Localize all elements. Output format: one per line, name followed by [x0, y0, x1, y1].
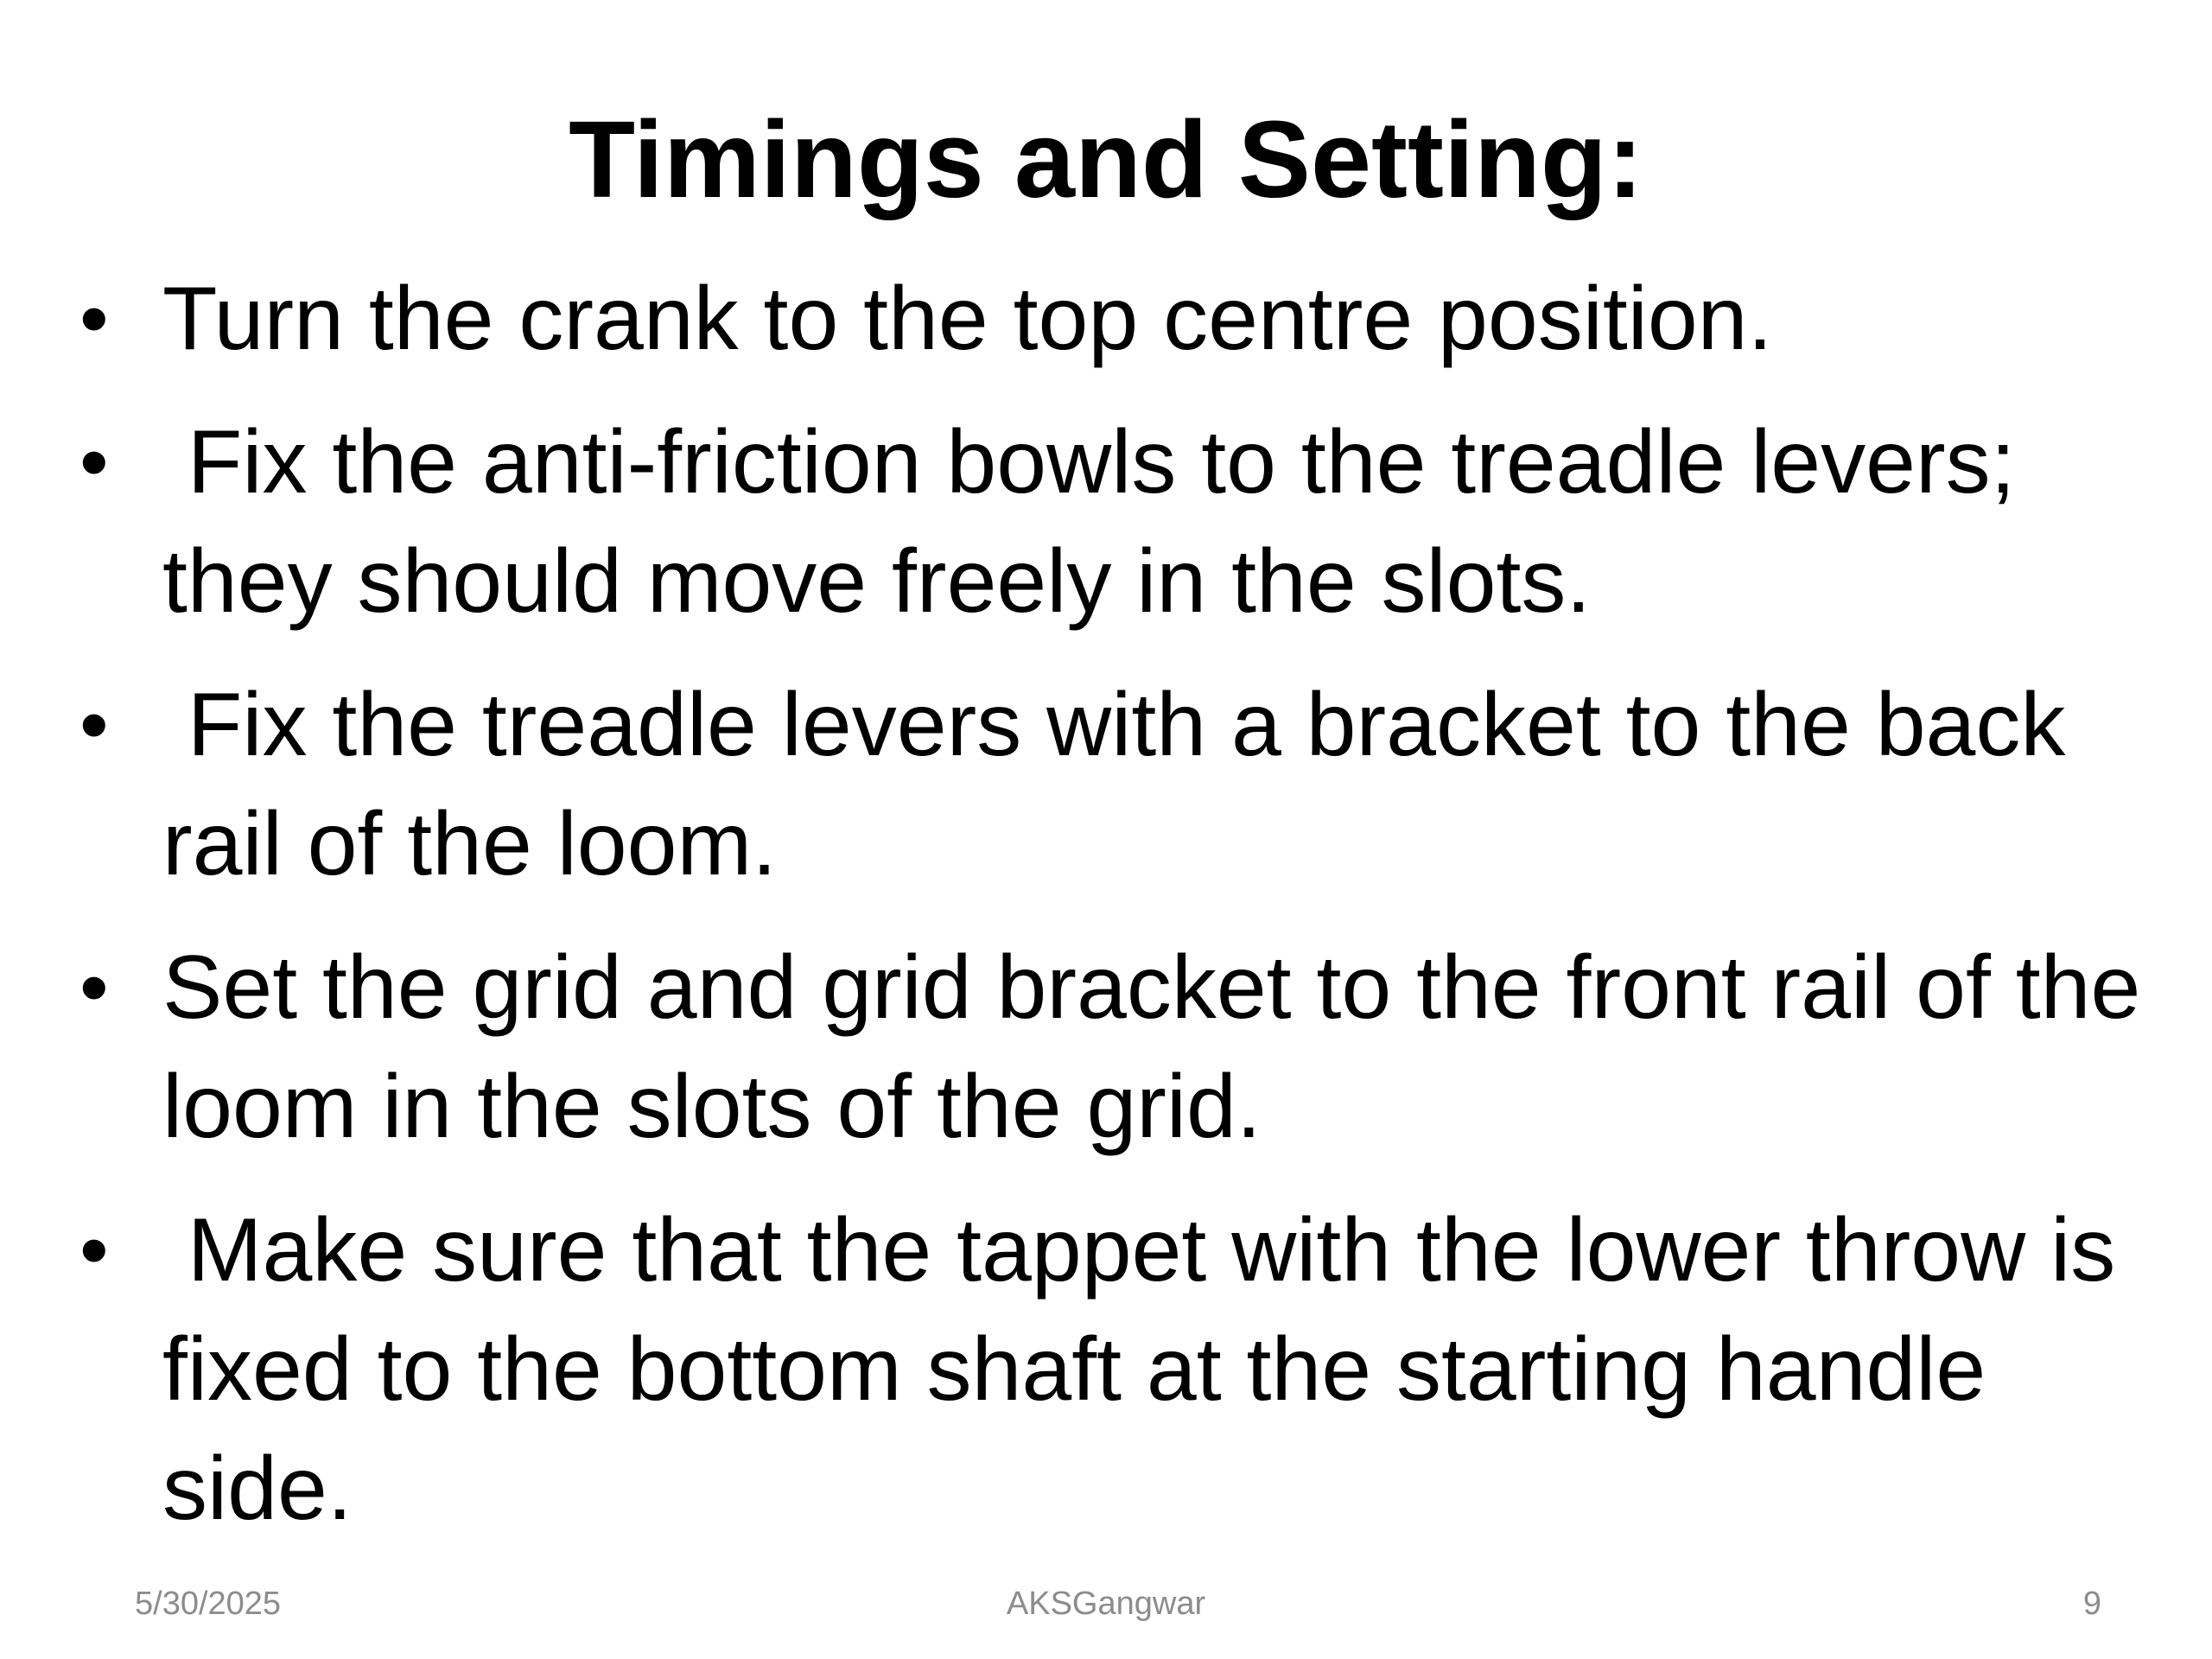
- bullet-text: Fix the treadle levers with a bracket to the back rail of the loom.: [162, 675, 2091, 894]
- bullet-dot-icon: •: [79, 416, 109, 508]
- bullet-text: Fix the anti-friction bowls to the treadle levers; they should move freely in the slots.: [162, 412, 2041, 632]
- bullet-item: [0, 1191, 2212, 1548]
- bullet-dot-icon: •: [79, 941, 109, 1033]
- bullet-text: Turn the crank to the top centre position.: [162, 269, 1773, 369]
- bullet-item: [0, 665, 2212, 904]
- footer-date: 5/30/2025: [135, 1586, 282, 1622]
- bullet-item: [0, 403, 2212, 641]
- bullet-text: Set the grid and grid bracket to the front rail of the loom in the slots of the grid.: [162, 938, 2141, 1157]
- footer-page-number: 9: [2082, 1586, 2101, 1622]
- footer-author: AKSGangwar: [1006, 1586, 1206, 1622]
- bullet-dot-icon: •: [79, 1204, 109, 1296]
- bullet-dot-icon: •: [79, 272, 109, 365]
- bullet-item: [0, 928, 2212, 1166]
- slide-title: Timings and Setting:: [569, 99, 1643, 220]
- bullet-list: [0, 259, 2212, 1573]
- bullet-text: Make sure that the tappet with the lower throw is fixed to the bottom shaft at the starting handle side.: [162, 1200, 2141, 1539]
- bullet-item: [0, 259, 2212, 378]
- bullet-dot-icon: •: [79, 678, 109, 771]
